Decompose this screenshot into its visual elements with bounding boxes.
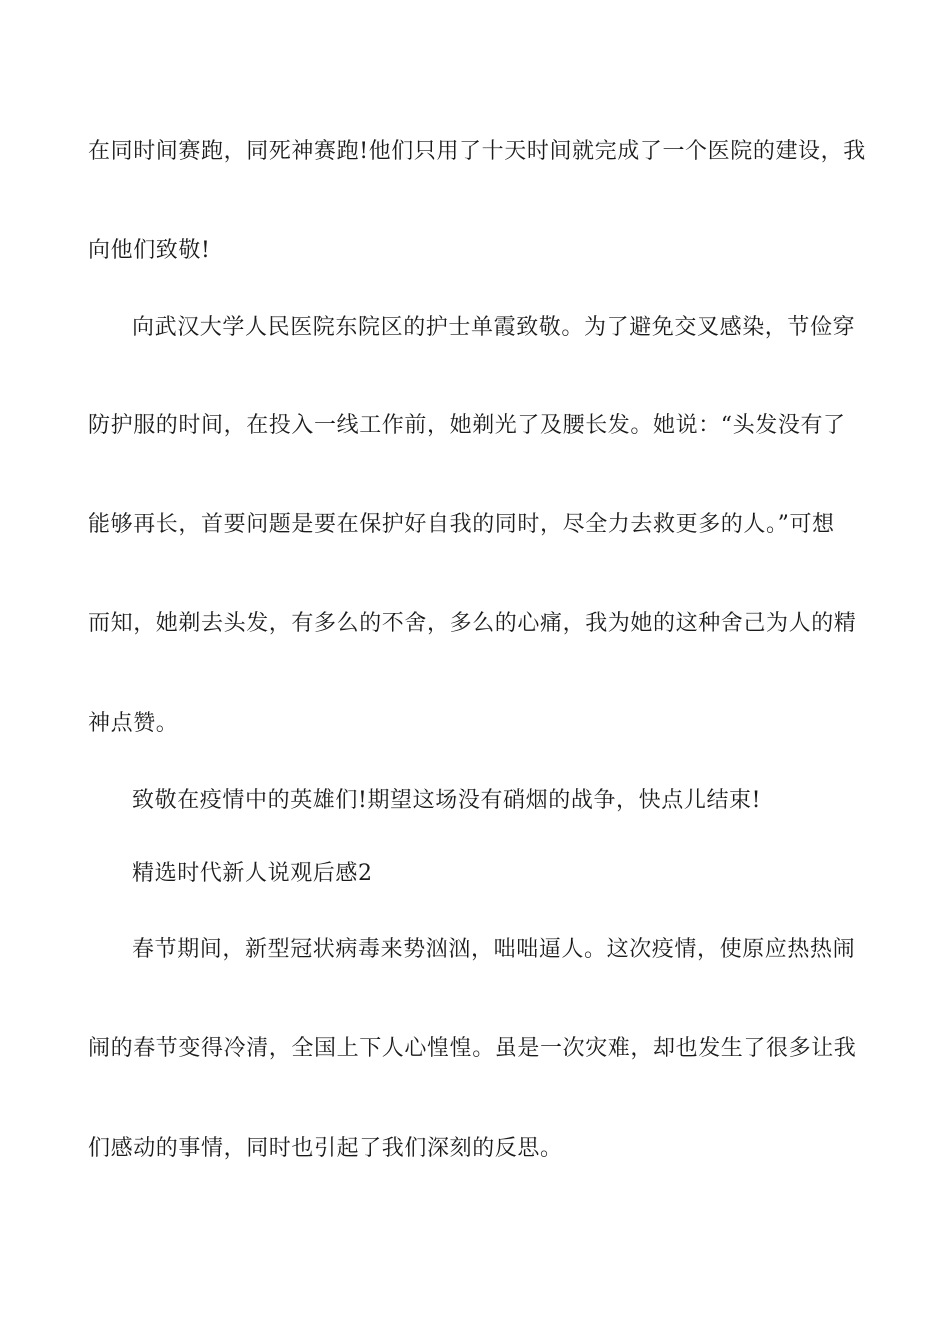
paragraph-line: 向武汉大学人民医院东院区的护士单霞致敬。为了避免交叉感染，节俭穿 xyxy=(132,315,856,340)
paragraph-line: 向他们致敬! xyxy=(88,238,211,263)
section-heading: 精选时代新人说观后感2 xyxy=(132,861,373,886)
paragraph-line: 而知，她剃去头发，有多么的不舍，多么的心痛，我为她的这种舍己为人的精 xyxy=(88,611,857,636)
paragraph-line: 防护服的时间，在投入一线工作前，她剃光了及腰长发。她说：“头发没有了 xyxy=(88,413,846,438)
paragraph-line: 春节期间，新型冠状病毒来势汹汹，咄咄逼人。这次疫情，使原应热热闹 xyxy=(132,937,856,962)
paragraph-line: 神点赞。 xyxy=(88,711,179,736)
paragraph-line: 在同时间赛跑，同死神赛跑!他们只用了十天时间就完成了一个医院的建设，我 xyxy=(88,139,866,164)
paragraph-line: 能够再长，首要问题是要在保护好自我的同时，尽全力去救更多的人。”可想 xyxy=(88,512,835,537)
paragraph-line: 们感动的事情，同时也引起了我们深刻的反思。 xyxy=(88,1136,563,1161)
paragraph-line: 闹的春节变得冷清，全国上下人心惶惶。虽是一次灾难，却也发生了很多让我 xyxy=(88,1036,857,1061)
paragraph-line: 致敬在疫情中的英雄们!期望这场没有硝烟的战争，快点儿结束! xyxy=(132,788,762,813)
